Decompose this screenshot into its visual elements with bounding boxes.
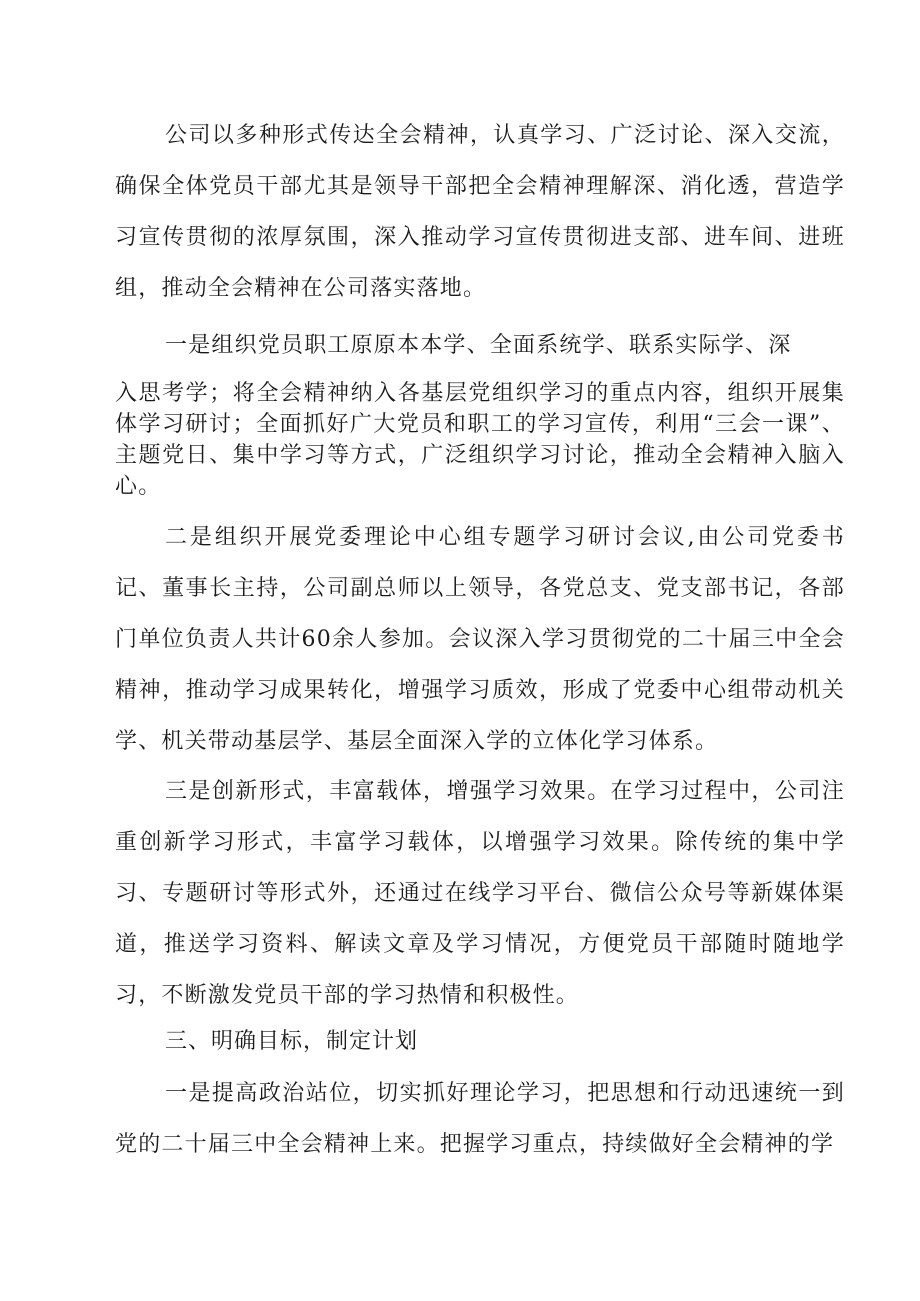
paragraph-intro: 公司以多种形式传达全会精神，认真学习、广泛讨论、深入交流，确保全体党员干部尤其是领导干部把全会精神理解深、消化透，营造学习宣传贯彻的浓厚氛围，深入推动学习宣传贯彻进支部、进车间、进班组，推动全会精神在公司落实落地。 [115,123,845,301]
paragraph-item-3: 三是创新形式，丰富载体，增强学习效果。在学习过程中，公司注重创新学习形式，丰富学习载体，以增强学习效果。除传统的集中学习、专题研讨等形式外，还通过在线学习平台、微信公众号等新媒体渠道，推送学习资料、解读文章及学习情况，方便党员干部随时随地学习，不断激发党员干部的学习热情和积极性。 [115,779,845,1008]
paragraph-section-3-item-1: 一是提高政治站位，切实抓好理论学习，把思想和行动迅速统一到党的二十届三中全会精神上来。把握学习重点，持续做好全会精神的学 [115,1081,845,1157]
paragraph-item-1-continued: 入思考学；将全会精神纳入各基层党组织学习的重点内容，组织开展集体学习研讨；全面抓好广大党员和职工的学习宣传，利用“三会一课”、主题党日、集中学习等方式，广泛组织学习讨论，推动全会精神入脑入心。 [115,381,845,499]
paragraph-item-2: 二是组织开展党委理论中心组专题学习研讨会议,由公司党委书记、董事长主持，公司副总师以上领导，各党总支、党支部书记，各部门单位负责人共计60余人参加。会议深入学习贯彻党的二十届三中全会精神，推动学习成果转化，增强学习质效，形成了党委中心组带动机关学、机关带动基层学、基层全面深入学的立体化学习体系。 [115,525,845,754]
section-heading-3: 三、明确目标，制定计划 [165,1029,419,1054]
paragraph-item-1-first-line: 一是组织党员职工原原本本学、全面系统学、联系实际学、深 [165,333,792,358]
